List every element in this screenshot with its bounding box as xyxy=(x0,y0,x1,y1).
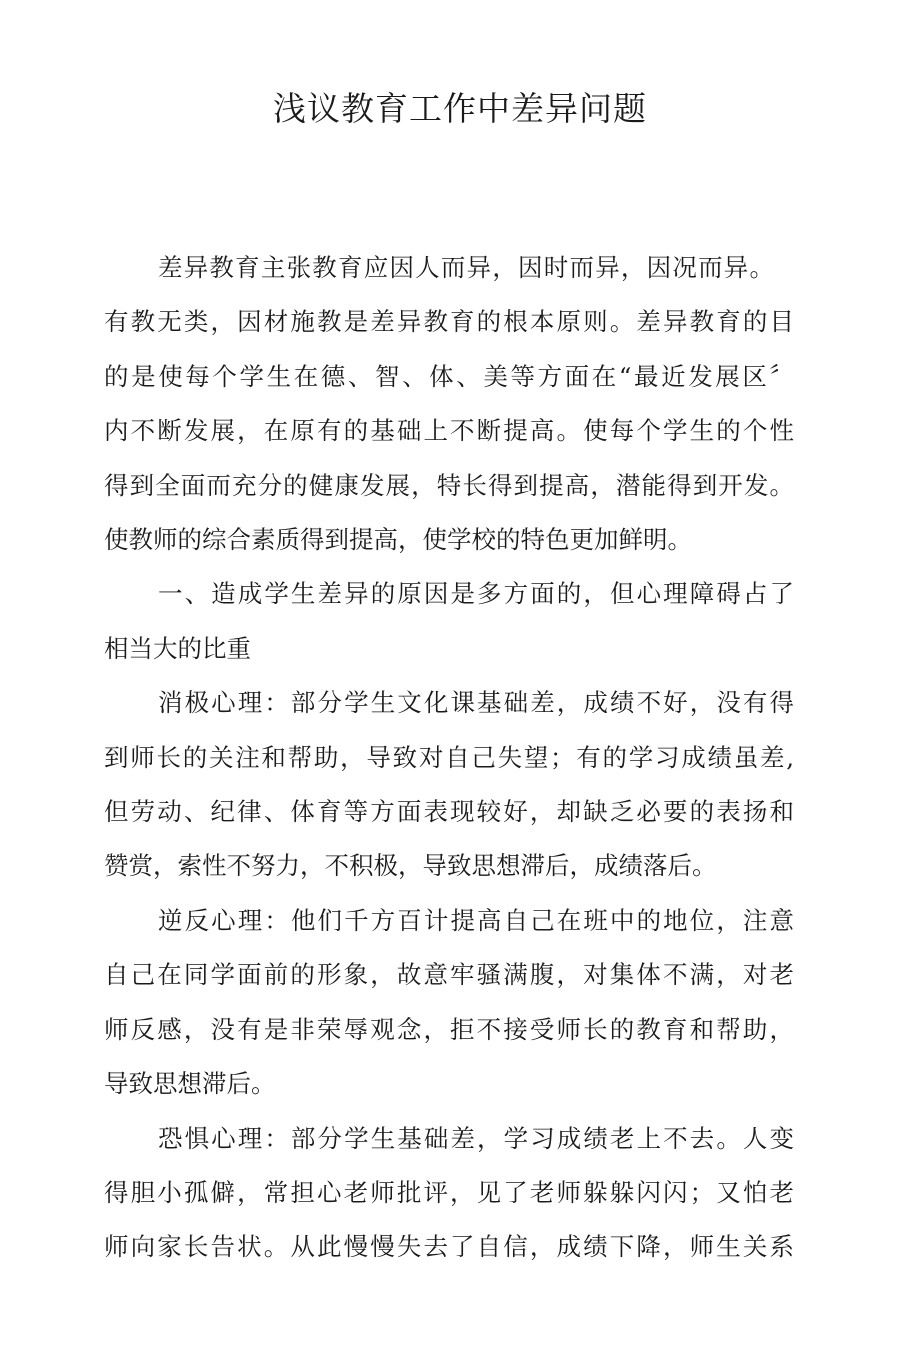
text-line: 相当大的比重 xyxy=(104,633,251,663)
text-line: 得胆小孤僻，常担心老师批评，见了老师躲躲闪闪；又怕老 xyxy=(104,1177,794,1207)
text-line: 恐惧心理：部分学生基础差，学习成绩老上不去。人变 xyxy=(158,1123,794,1153)
text-line: 但劳动、纪律、体育等方面表现较好，却缺乏必要的表扬和 xyxy=(104,797,794,827)
paragraph xyxy=(104,241,794,567)
paragraph xyxy=(104,1112,794,1275)
text-line: 自己在同学面前的形象，故意牢骚满腹，对集体不满，对老 xyxy=(104,960,794,990)
text-line: 消极心理：部分学生文化课基础差，成绩不好，没有得 xyxy=(158,688,794,718)
paragraph xyxy=(104,894,794,1112)
text-line: 师反感，没有是非荣辱观念，拒不接受师长的教育和帮助， xyxy=(104,1014,794,1044)
document-title: 浅议教育工作中差异问题 xyxy=(273,89,647,128)
text-line: 师向家长告状。从此慢慢失去了自信，成绩下降，师生关系 xyxy=(104,1232,794,1262)
document-body xyxy=(104,241,794,1275)
text-line: 内不断发展，在原有的基础上不断提高。使每个学生的个性 xyxy=(104,416,794,446)
text-line: 一、造成学生差异的原因是多方面的，但心理障碍占了 xyxy=(158,579,794,609)
text-line: 差异教育主张教育应因人而异，因时而异，因况而异。 xyxy=(158,253,774,282)
text-line: 有教无类，因材施教是差异教育的根本原则。差异教育的目 xyxy=(104,307,794,337)
text-line: 的是使每个学生在德、智、体、美等方面在“最近发展区〞 xyxy=(104,361,794,391)
text-line: 得到全面而充分的健康发展，特长得到提高，潜能得到开发。 xyxy=(104,470,794,500)
text-line: 赞赏，索性不努力，不积极，导致思想滞后，成绩落后。 xyxy=(104,851,717,881)
section-heading xyxy=(104,567,794,676)
text-line: 使教师的综合素质得到提高，使学校的特色更加鲜明。 xyxy=(104,525,692,555)
text-line: 逆反心理：他们千方百计提高自己在班中的地位，注意 xyxy=(158,905,794,935)
paragraph xyxy=(104,676,794,894)
text-line: 导致思想滞后。 xyxy=(104,1069,276,1099)
text-line: 到师长的关注和帮助，导致对自己失望；有的学习成绩虽差, xyxy=(104,742,794,772)
